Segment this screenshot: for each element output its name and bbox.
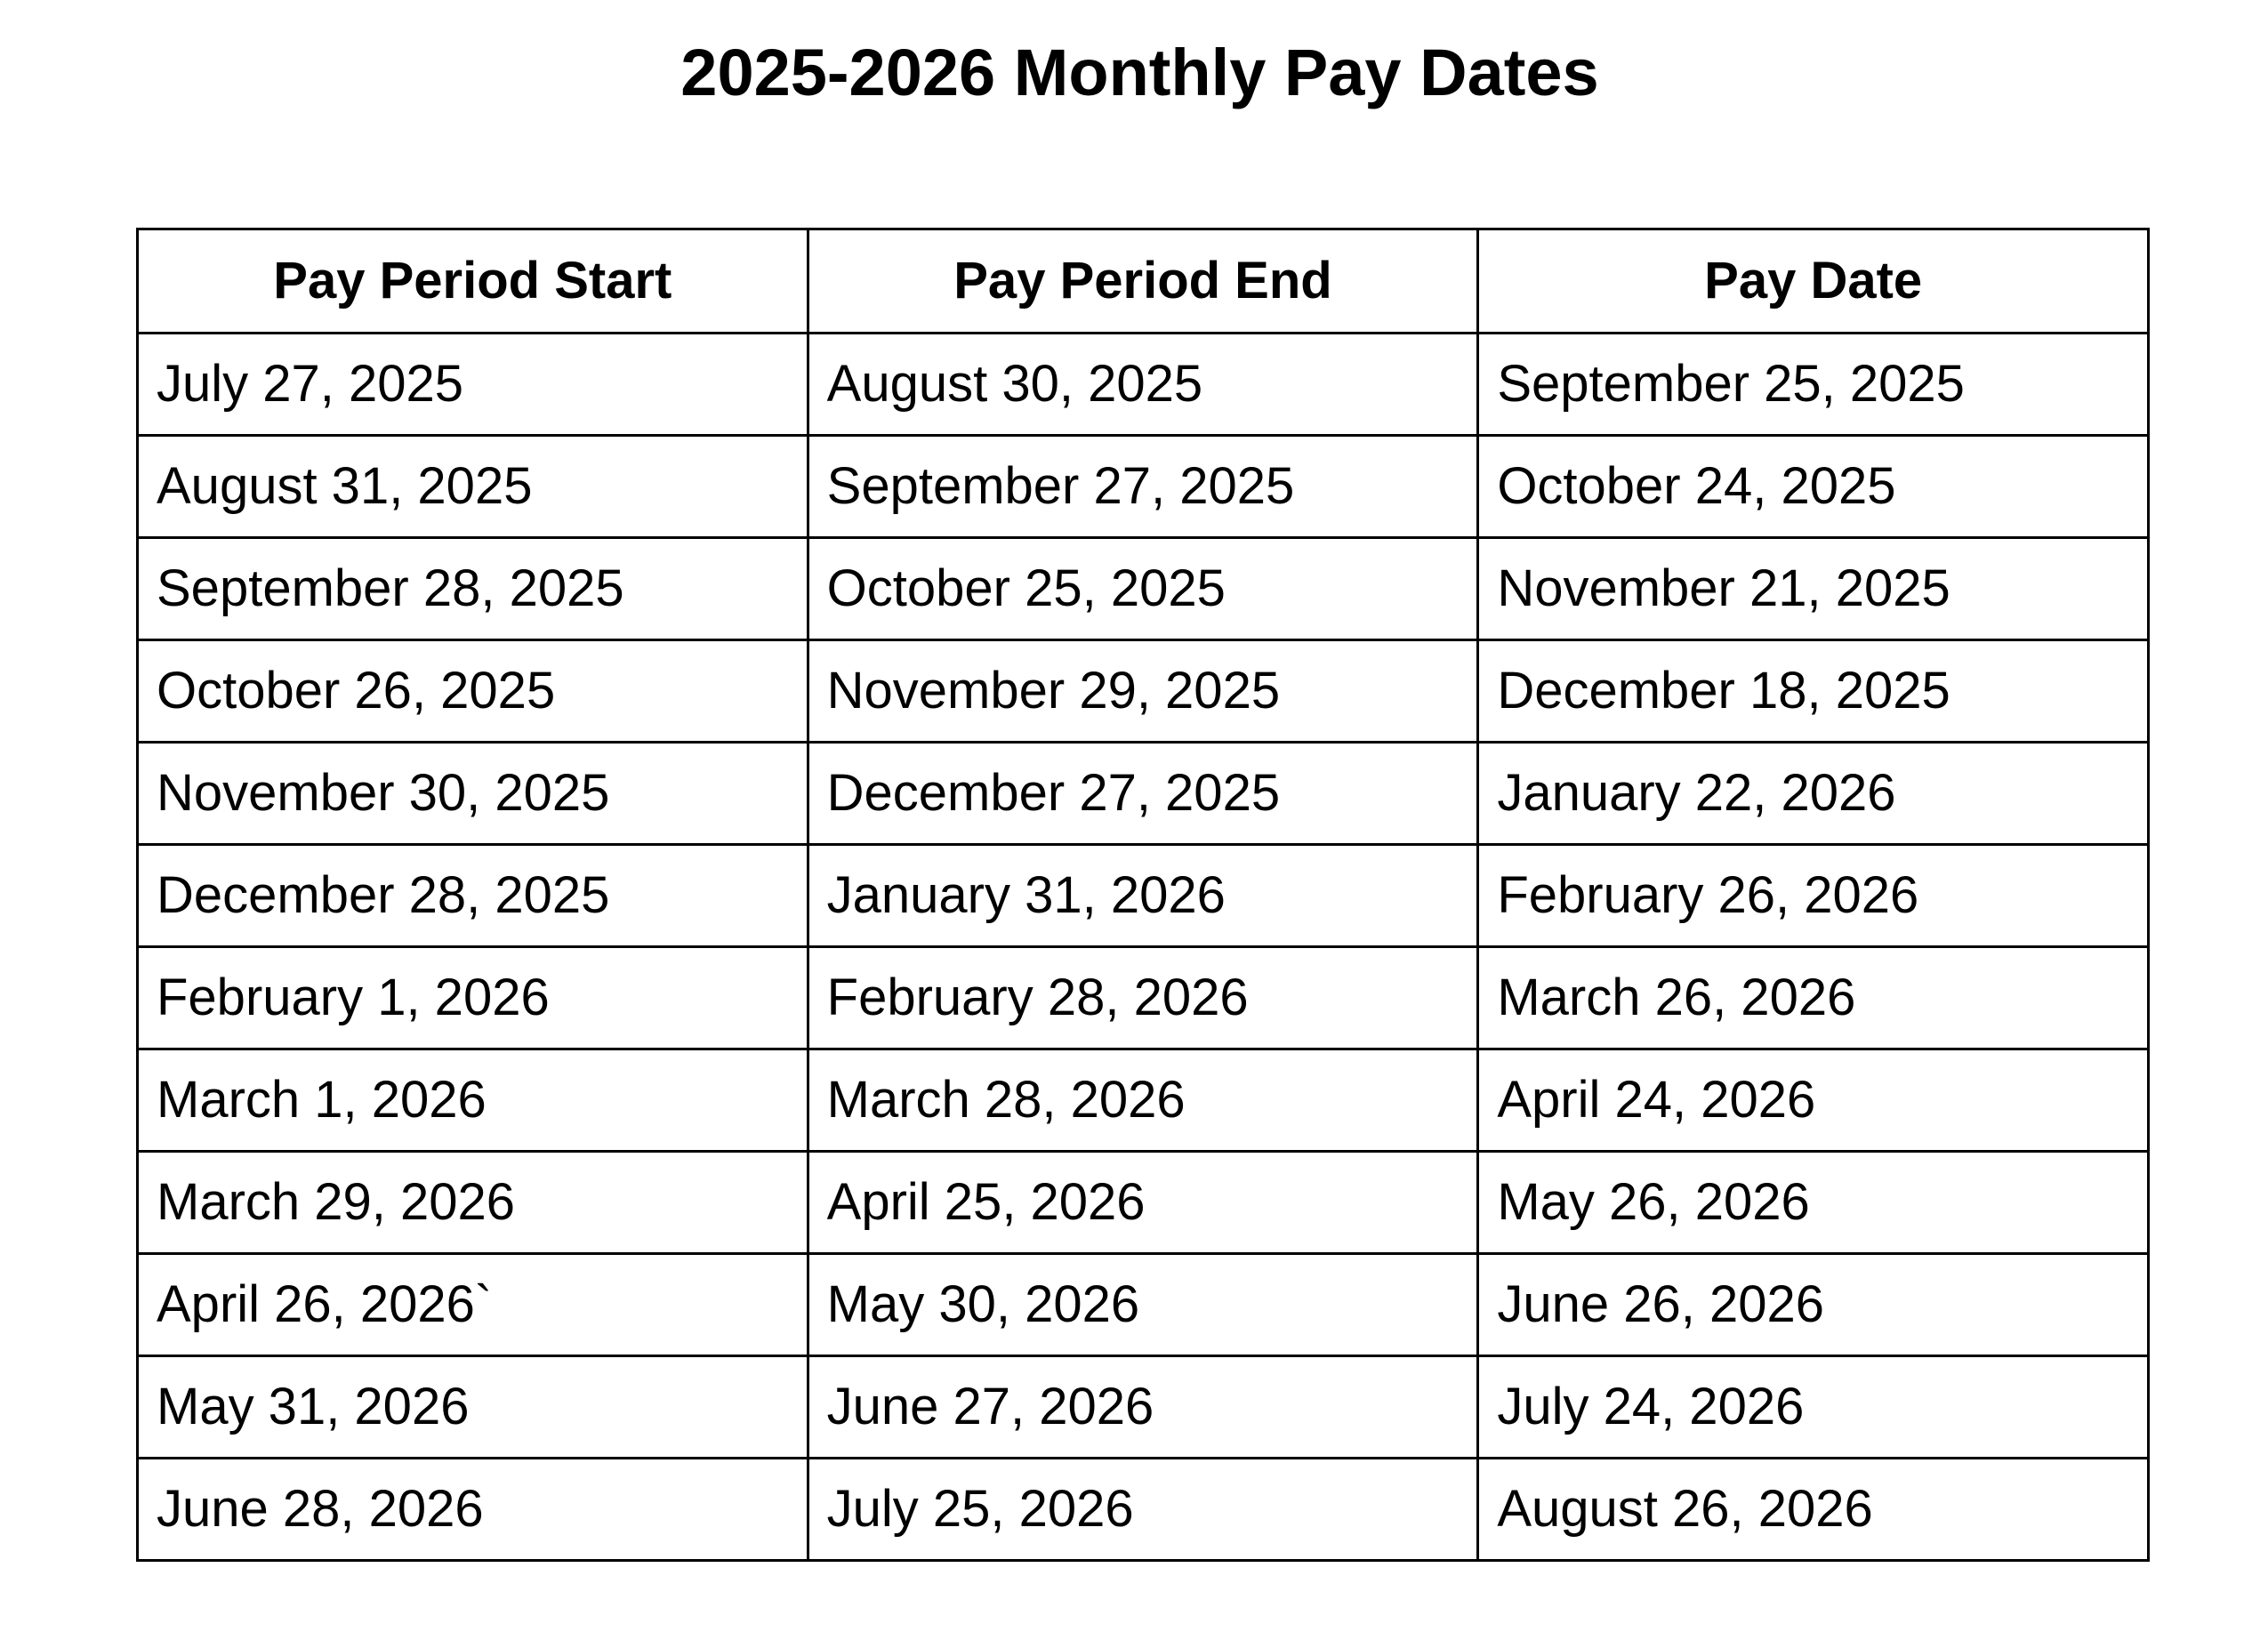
column-header-pay-period-start: Pay Period Start xyxy=(138,229,808,334)
pay-date-cell: October 24, 2025 xyxy=(1478,436,2149,538)
pay-date-cell: September 25, 2025 xyxy=(1478,334,2149,436)
table-row xyxy=(138,1152,2149,1254)
pay-period-end-cell: November 29, 2025 xyxy=(808,640,1478,743)
pay-period-start-cell: February 1, 2026 xyxy=(138,947,808,1049)
pay-date-cell: May 26, 2026 xyxy=(1478,1152,2149,1254)
pay-date-cell: August 26, 2026 xyxy=(1478,1459,2149,1561)
pay-period-start-cell: September 28, 2025 xyxy=(138,538,808,640)
pay-period-end-cell: June 27, 2026 xyxy=(808,1356,1478,1459)
pay-period-start-cell: May 31, 2026 xyxy=(138,1356,808,1459)
pay-period-end-cell: April 25, 2026 xyxy=(808,1152,1478,1254)
table-row xyxy=(138,436,2149,538)
column-header-pay-date: Pay Date xyxy=(1478,229,2149,334)
table-row xyxy=(138,1459,2149,1561)
pay-period-start-cell: April 26, 2026` xyxy=(138,1254,808,1356)
pay-dates-table xyxy=(136,228,2150,1562)
pay-period-end-cell: January 31, 2026 xyxy=(808,845,1478,947)
pay-date-cell: April 24, 2026 xyxy=(1478,1049,2149,1152)
pay-period-start-cell: October 26, 2025 xyxy=(138,640,808,743)
table-row xyxy=(138,947,2149,1049)
pay-period-start-cell: December 28, 2025 xyxy=(138,845,808,947)
pay-period-start-cell: November 30, 2025 xyxy=(138,743,808,845)
pay-period-start-cell: March 29, 2026 xyxy=(138,1152,808,1254)
pay-date-cell: January 22, 2026 xyxy=(1478,743,2149,845)
pay-date-cell: December 18, 2025 xyxy=(1478,640,2149,743)
pay-period-end-cell: February 28, 2026 xyxy=(808,947,1478,1049)
table-row xyxy=(138,538,2149,640)
pay-period-end-cell: May 30, 2026 xyxy=(808,1254,1478,1356)
pay-period-end-cell: July 25, 2026 xyxy=(808,1459,1478,1561)
page-title: 2025-2026 Monthly Pay Dates xyxy=(680,36,1599,109)
pay-period-start-cell: March 1, 2026 xyxy=(138,1049,808,1152)
table-row xyxy=(138,1356,2149,1459)
table-row xyxy=(138,1254,2149,1356)
pay-period-start-cell: August 31, 2025 xyxy=(138,436,808,538)
pay-period-end-cell: October 25, 2025 xyxy=(808,538,1478,640)
pay-period-start-cell: June 28, 2026 xyxy=(138,1459,808,1561)
table-row xyxy=(138,845,2149,947)
pay-date-cell: March 26, 2026 xyxy=(1478,947,2149,1049)
pay-date-cell: June 26, 2026 xyxy=(1478,1254,2149,1356)
pay-date-cell: November 21, 2025 xyxy=(1478,538,2149,640)
column-header-pay-period-end: Pay Period End xyxy=(808,229,1478,334)
pay-date-cell: July 24, 2026 xyxy=(1478,1356,2149,1459)
pay-period-end-cell: September 27, 2025 xyxy=(808,436,1478,538)
pay-date-cell: February 26, 2026 xyxy=(1478,845,2149,947)
table-row xyxy=(138,640,2149,743)
pay-period-end-cell: March 28, 2026 xyxy=(808,1049,1478,1152)
table-row xyxy=(138,743,2149,845)
pay-period-start-cell: July 27, 2025 xyxy=(138,334,808,436)
table-row xyxy=(138,1049,2149,1152)
pay-period-end-cell: December 27, 2025 xyxy=(808,743,1478,845)
pay-period-end-cell: August 30, 2025 xyxy=(808,334,1478,436)
table-header-row xyxy=(138,229,2149,334)
table-row xyxy=(138,334,2149,436)
